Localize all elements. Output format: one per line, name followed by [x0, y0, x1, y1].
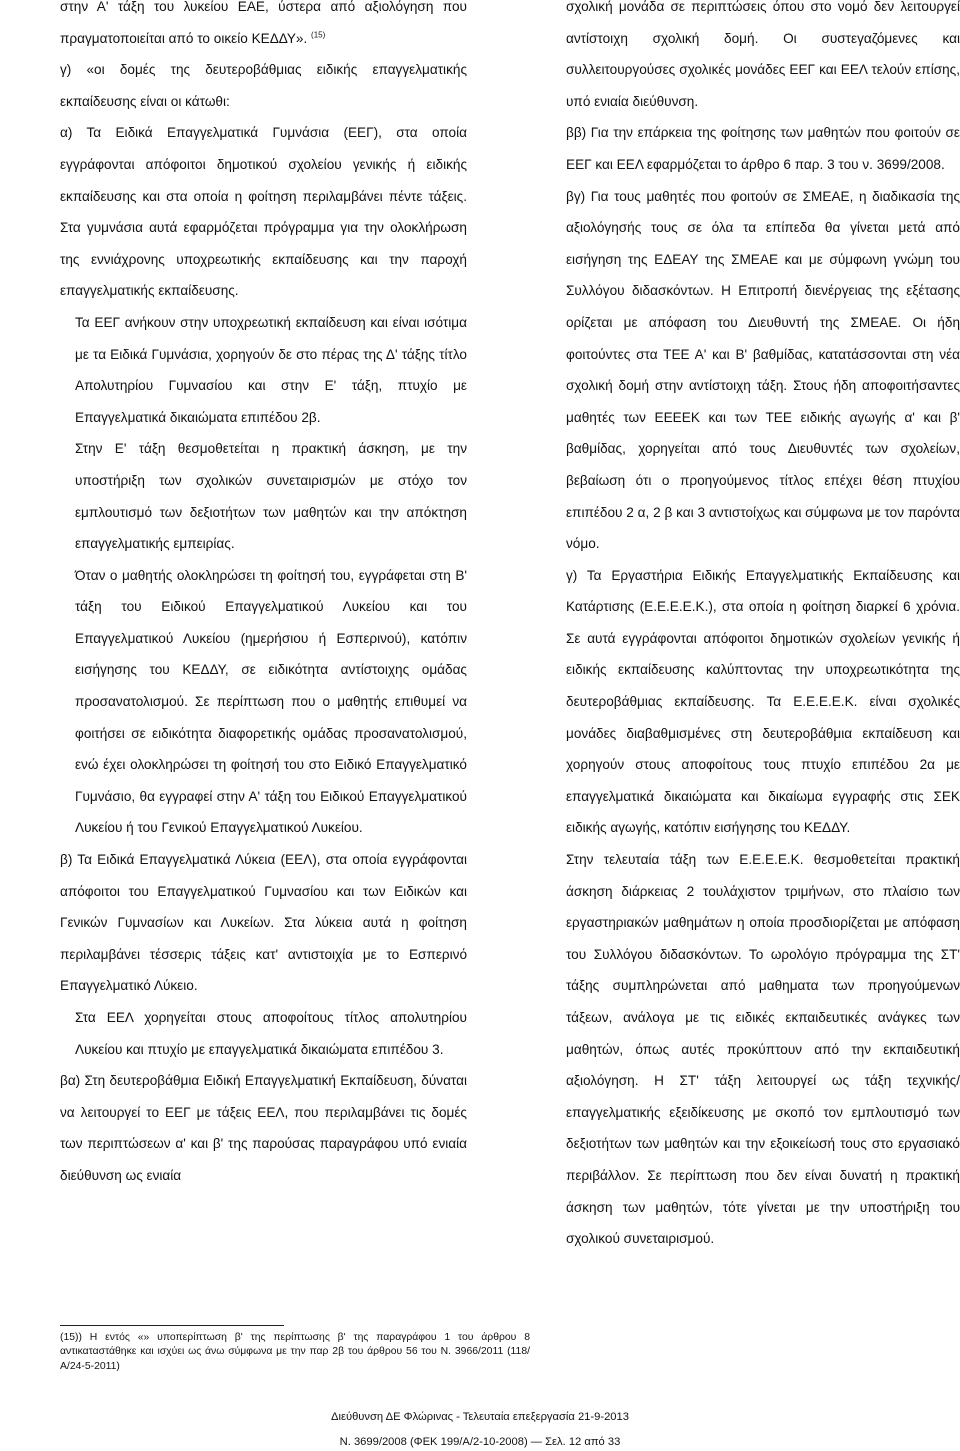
footnote-divider — [60, 1325, 284, 1326]
paragraph: β) Τα Ειδικά Επαγγελματικά Λύκεια (ΕΕΛ), στα οποία εγγράφονται απόφοιτοι του Επαγγελματικού Γυμνασίου και των Ειδικών και Γενικών Γυμνασίων και Λυκείων. Στα λύκεια αυτά η φοίτηση περιλαμβάνει τέσσερις τάξεις κατ' αντιστοιχία με το Εσπερινό Επαγγελματικό Λύκειο. — [60, 852, 467, 994]
paragraph: Στα ΕΕΛ χορηγείται στους αποφοίτους τίτλος απολυτηρίου Λυκείου και πτυχίο με επαγγελματικά δικαιώματα επιπέδου 3. — [75, 1010, 467, 1057]
paragraph: α) Τα Ειδικά Επαγγελματικά Γυμνάσια (ΕΕΓ), στα οποία εγγράφονται απόφοιτοι δημοτικού σχολείου γενικής ή ειδικής εκπαίδευσης και στα οποία η φοίτηση περιλαμβάνει πέντε τάξεις. Στα γυμνάσια αυτά εφαρμόζεται πρόγραμμα για την ολοκλήρωση της εννιάχρονης υποχρεωτικής εκπαίδευσης και την παροχή επαγγελματικής εκπαίδευσης. — [60, 125, 467, 299]
footnote-marker: (15) — [311, 30, 326, 40]
paragraph — [60, 0, 467, 54]
footnote: (15)) Η εντός «» υποπερίπτωση β' της περίπτωσης β' της παραγράφου 1 του άρθρου 8 αντικαταστάθηκε και ισχύει ως άνω σύμφωνα με την παρ 2β του άρθρου 56 του Ν. 3966/2011 (118/Α/24-5-2011) — [60, 1332, 530, 1372]
paragraph: Στην Ε' τάξη θεσμοθετείται η πρακτική άσκηση, με την υποστήριξη των σχολικών συνεταιρισμών με στόχο τον εμπλουτισμό των δεξιοτήτων των μαθητών και την απόκτηση επαγγελματικής εμπειρίας. — [75, 441, 467, 552]
paragraph: Όταν ο μαθητής ολοκληρώσει τη φοίτησή του, εγγράφεται στη Β' τάξη του Ειδικού Επαγγελματικού Λυκείου και του Επαγγελματικού Λυκείου (ημερήσιου ή Εσπερινού), κατόπιν εισήγησης του ΚΕΔΔΥ, σε ειδικότητα αντίστοιχης ομάδας προσανατολισμού. Σε περίπτωση που ο μαθητής επιθυμεί να φοιτήσει σε ειδικότητα διαφορετικής ομάδας προσανατολισμού, ενώ έχει ολοκληρώσει τη φοίτησή του στο Ειδικό Επαγγελματικό Γυμνάσιο, θα εγγραφεί στην Α' τάξη του Ειδικού Επαγγελματικού Λυκείου ή του Γενικού Επαγγελματικού Λυκείου. — [75, 567, 467, 836]
paragraph-text: στην Α' τάξη του λυκείου ΕΑΕ, ύστερα από αξιολόγηση που πραγματοποιείται από το οικείο ΚΕΔΔΥ». — [60, 0, 467, 46]
paragraph: ββ) Για την επάρκεια της φοίτησης των μαθητών που φοιτούν σε ΕΕΓ και ΕΕΛ εφαρμόζεται το άρθρο 6 παρ. 3 του ν. 3699/2008. — [566, 125, 960, 172]
paragraph: Τα ΕΕΓ ανήκουν στην υποχρεωτική εκπαίδευση και είναι ισότιμα με τα Ειδικά Γυμνάσια, χορηγούν δε στο πέρας της Δ' τάξης τίτλο Απολυτηρίου Γυμνασίου και στην Ε' τάξη, πτυχίο με Επαγγελματικά δικαιώματα επιπέδου 2β. — [75, 314, 467, 425]
paragraph: γ) Τα Εργαστήρια Ειδικής Επαγγελματικής Εκπαίδευσης και Κατάρτισης (Ε.Ε.Ε.Ε.Κ.), στα οποία η φοίτηση διαρκεί 6 χρόνια. Σε αυτά εγγράφονται απόφοιτοι δημοτικών σχολείων γενικής ή ειδικής εκπαίδευσης καλύπτοντας την υποχρεωτικότητα της δευτεροβάθμιας εκπαίδευσης. Τα Ε.Ε.Ε.Ε.Κ. είναι σχολικές μονάδες διαβαθμισμένες στη δευτεροβάθμια εκπαίδευση και χορηγούν στους αποφοίτους τους πτυχίο επιπέδου 2α με επαγγελματικά δικαιώματα και δικαίωμα εγγραφής στις ΣΕΚ ειδικής αγωγής, κατόπιν εισήγησης του ΚΕΔΔΥ. — [566, 567, 960, 836]
paragraph: Στην τελευταία τάξη των Ε.Ε.Ε.Ε.Κ. θεσμοθετείται πρακτική άσκηση διάρκειας 2 τουλάχιστον τριμήνων, στο πλαίσιο των εργαστηριακών μαθημάτων η οποία προσδιορίζεται με απόφαση του Συλλόγου διδασκόντων. Το ωρολόγιο πρόγραμμα της ΣΤ' τάξης συμπληρώνεται από μαθηματα των προηγούμενων τάξεων, ανάλογα με τις ειδικές εκπαιδευτικές ανάγκες των μαθητών, όπως αυτές προκύπτουν από την εκπαιδευτική αξιολόγηση. Η ΣΤ' τάξη λειτουργεί ως τάξη τεχνικής/επαγγελματικής εξειδίκευσης με σκοπό τον εμπλουτισμό των δεξιοτήτων των μαθητών και την εξοικείωσή τους στο εργασιακό περιβάλλον. Σε περίπτωση που δεν είναι δυνατή η πρακτική άσκηση των μαθητών, τότε γίνεται με την υποστήριξη του σχολικού συνεταιρισμού. — [566, 852, 960, 1247]
left-column — [60, 0, 530, 1372]
right-column — [566, 0, 960, 1255]
paragraph: βγ) Για τους μαθητές που φοιτούν σε ΣΜΕΑΕ, η διαδικασία της αξιολόγησής τους σε όλα τα επίπεδα θα γίνεται μετά από εισήγηση της ΕΔΕΑΥ της ΣΜΕΑΕ και με σύμφωνη γνώμη του Συλλόγου διδασκόντων. Η Επιτροπή διενέργειας της εξέτασης ορίζεται με απόφαση του Διευθυντή της ΣΜΕΑΕ. Οι ήδη φοιτούντες στα ΤΕΕ Α' και Β' βαθμίδας, κατατάσσονται στη νέα σχολική δομή στην αντίστοιχη τάξη. Στους ήδη αποφοιτήσαντες μαθητές των ΕΕΕΕΚ και των ΤΕΕ ειδικής αγωγής α' και β' βαθμίδας, χορηγείται από τους Διευθυντές των σχολείων, βεβαίωση ότι ο προηγούμενος τίτλος επέχει θέση πτυχίου επιπέδου 2 α, 2 β και 3 αντιστοίχως και σύμφωνα με τον παρόντα νόμο. — [566, 188, 960, 552]
paragraph: γ) «οι δομές της δευτεροβάθμιας ειδικής επαγγελματικής εκπαίδευσης είναι οι κάτωθι: — [60, 62, 467, 109]
paragraph: βα) Στη δευτεροβάθμια Ειδική Επαγγελματική Εκπαίδευση, δύναται να λειτουργεί το ΕΕΓ με τάξεις ΕΕΛ, που περιλαμβάνει τις δομές των περιπτώσεων α' και β' της παρούσας παραγράφου υπό ενιαία διεύθυνση ως ενιαία — [60, 1073, 467, 1183]
paragraph: σχολική μονάδα σε περιπτώσεις όπου στο νομό δεν λειτουργεί αντίστοιχη σχολική δομή. Οι συστεγαζόμενες και συλλειτουργούσες σχολικές μονάδες ΕΕΓ και ΕΕΛ τελούν επίσης, υπό ενιαία διεύθυνση. — [566, 0, 960, 109]
page-footer-source: Διεύθυνση ΔΕ Φλώρινας - Τελευταία επεξεργασία 21-9-2013 — [331, 1411, 629, 1423]
page-footer-law: Ν. 3699/2008 (ΦΕΚ 199/Α/2-10-2008) — Σελ. 12 από 33 — [339, 1436, 621, 1448]
